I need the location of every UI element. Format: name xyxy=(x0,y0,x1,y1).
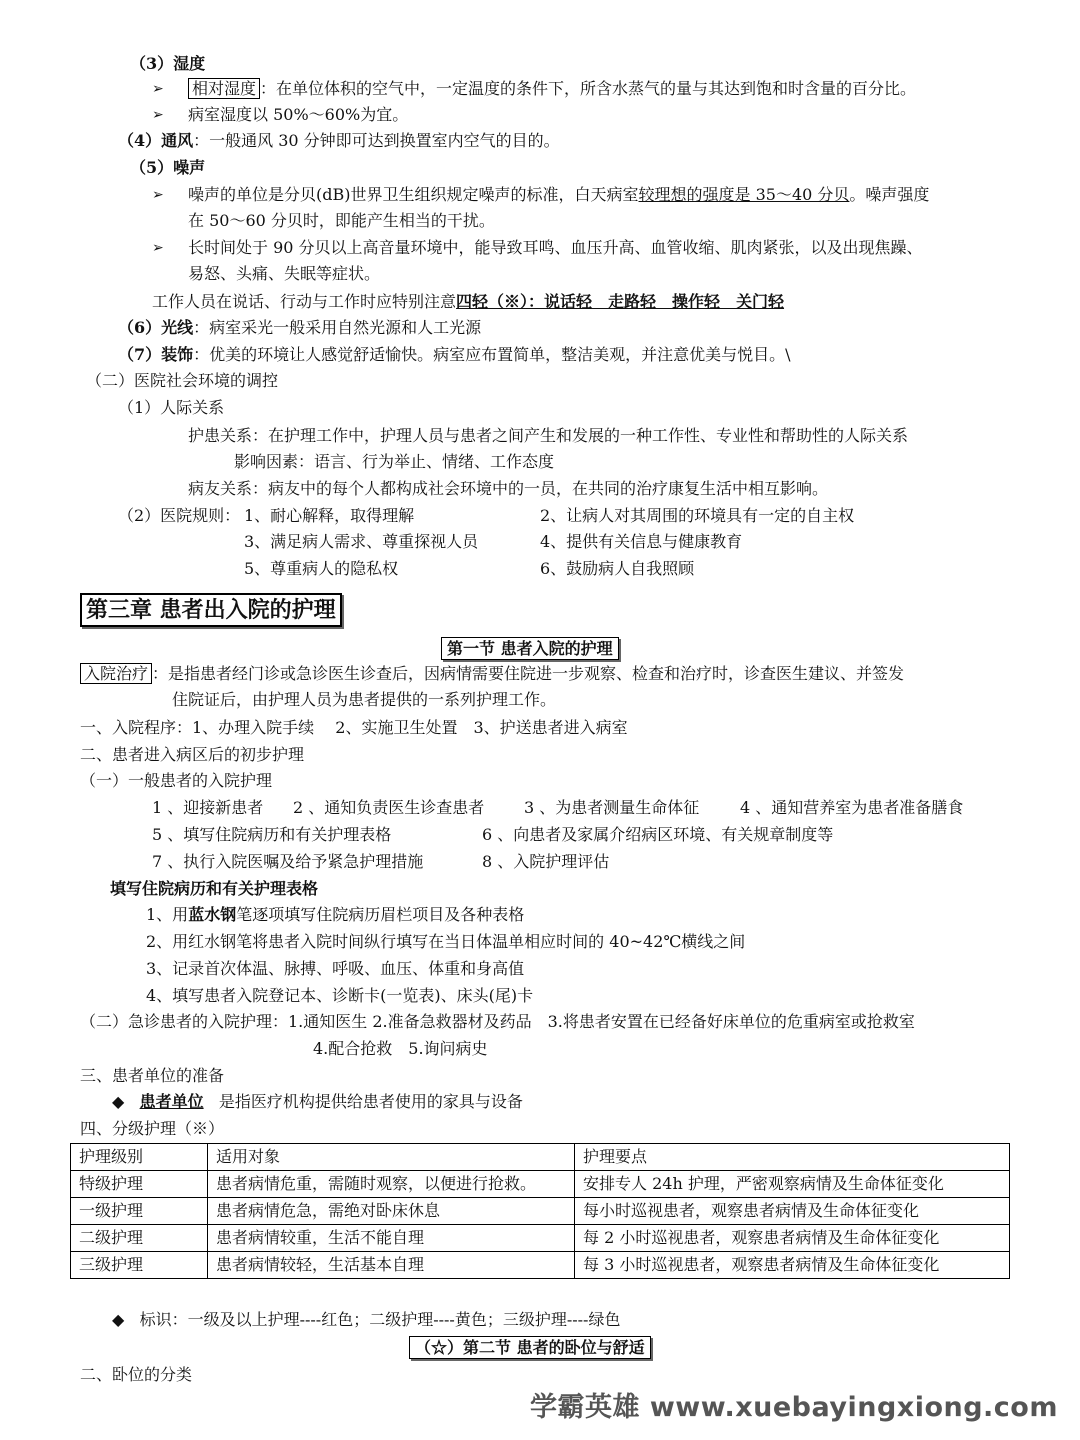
decor-line xyxy=(118,345,791,364)
admission-def: ：是指患者经门诊或急诊医生诊查后，因病情需要住院进一步观察、检查和治疗时，诊查医生建议、并签发 xyxy=(152,664,905,683)
noise-heading: （5）噪声 xyxy=(130,158,206,177)
general-item: 4 、通知营养室为患者准备膳食 xyxy=(740,798,964,817)
section-1-title: 第一节 患者入院的护理 xyxy=(441,637,619,660)
record-1-pre: 1、用 xyxy=(146,905,189,924)
nurse-patient-relation: 护患关系：在护理工作中，护理人员与患者之间产生和发展的一种工作性、专业性和帮助性的人际关系 xyxy=(188,426,909,445)
ventilation-line xyxy=(118,131,560,150)
table-cell: 患者病情危急，需绝对卧床休息 xyxy=(208,1198,575,1225)
social-heading: （二）医院社会环境的调控 xyxy=(86,371,279,390)
rule-item: 3、满足病人需求、尊重探视人员 xyxy=(244,532,479,551)
record-step-4: 4、填写患者入院登记本、诊断卡(一览表)、床头(尾)卡 xyxy=(146,986,534,1005)
unit-heading: 三、患者单位的准备 xyxy=(80,1066,225,1085)
bullet-arrow-icon: ➢ xyxy=(152,240,164,256)
record-1-bold: 蓝水钢 xyxy=(188,905,237,924)
table-row xyxy=(71,1198,1010,1225)
bullet-arrow-icon: ➢ xyxy=(152,81,164,97)
table-cell: 一级护理 xyxy=(71,1198,208,1225)
humidity-heading: （3）湿度 xyxy=(130,54,206,73)
site-watermark: 学霸英雄 www.xuebayingxiong.com xyxy=(529,1392,1058,1423)
table-cell: 每 2 小时巡视患者，观察患者病情及生命体征变化 xyxy=(575,1225,1010,1252)
table-cell: 三级护理 xyxy=(71,1252,208,1279)
general-item: 2 、通知负责医生诊查患者 xyxy=(293,798,485,817)
noise-b1-pre: 噪声的单位是分贝(dB)世界卫生组织规定噪声的标准，白天病室 xyxy=(188,185,639,204)
rule-item: 1、耐心解释，取得理解 xyxy=(244,506,415,525)
table-cell: 安排专人 24h 护理，严密观察病情及生命体征变化 xyxy=(575,1171,1010,1198)
rule-item: 6、鼓励病人自我照顾 xyxy=(540,559,695,578)
general-item: 6 、向患者及家属介绍病区环境、有关规章制度等 xyxy=(482,825,834,844)
table-row xyxy=(71,1225,1010,1252)
bullet-arrow-icon: ➢ xyxy=(152,187,164,203)
rules-label: （2）医院规则： xyxy=(118,506,241,525)
relations-heading: （1）人际关系 xyxy=(118,398,225,417)
table-cell: 特级护理 xyxy=(71,1171,208,1198)
table-row xyxy=(71,1171,1010,1198)
admission-term: 入院治疗 xyxy=(80,663,152,684)
bullet-arrow-icon: ➢ xyxy=(152,107,164,123)
record-1-post: 笔逐项填写住院病历眉栏项目及各种表格 xyxy=(236,905,525,924)
table-cell: 患者病情较轻，生活基本自理 xyxy=(208,1252,575,1279)
diamond-bullet-icon: ◆ xyxy=(112,1310,125,1329)
table-header-cell: 护理要点 xyxy=(575,1144,1010,1171)
noise-b1-post: 。噪声强度 xyxy=(849,185,930,204)
general-item: 5 、填写住院病历和有关护理表格 xyxy=(152,825,392,844)
admission-procedure: 一、入院程序：1、办理入院手续 2、实施卫生处置 3、护送患者进入病室 xyxy=(80,718,628,737)
relative-humidity-term: 相对湿度 xyxy=(188,78,260,99)
general-item: 3 、为患者测量生命体征 xyxy=(524,798,700,817)
marking-text: 标识：一级及以上护理----红色；二级护理----黄色；三级护理----绿色 xyxy=(139,1310,621,1329)
record-step-1 xyxy=(146,905,524,924)
noise-bullet-2: 长时间处于 90 分贝以上高音量环境中，能导致耳鸣、血压升高、血管收缩、肌肉紧张，以及出现焦躁、 xyxy=(188,238,923,257)
light-line xyxy=(118,318,481,337)
nursing-grade-table xyxy=(70,1143,1010,1279)
ventilation-text: ：一般通风 30 分钟即可达到换置室内空气的目的。 xyxy=(193,131,560,150)
light-heading: （6）光线 xyxy=(118,318,194,337)
section-2-title: （☆）第二节 患者的卧位与舒适 xyxy=(409,1336,651,1359)
patient-unit-term: 患者单位 xyxy=(139,1092,204,1111)
table-header-cell: 护理级别 xyxy=(71,1144,208,1171)
general-item: 1 、迎接新患者 xyxy=(152,798,264,817)
patient-unit-def xyxy=(112,1092,523,1111)
table-cell: 患者病情危重，需随时观察，以便进行抢救。 xyxy=(208,1171,575,1198)
relative-humidity-def: ：在单位体积的空气中，一定温度的条件下，所含水蒸气的量与其达到饱和时含量的百分比。 xyxy=(260,79,917,98)
table-header-row xyxy=(71,1144,1010,1171)
emergency-admission: （二）急诊患者的入院护理：1.通知医生 2.准备急救器材及药品 3.将患者安置在已经备好床单位的危重病室或抢救室 xyxy=(80,1012,915,1031)
decor-heading: （7）装饰 xyxy=(118,345,194,364)
humidity-definition xyxy=(188,79,916,98)
general-item: 7 、执行入院医嘱及给予紧急护理措施 xyxy=(152,852,424,871)
ventilation-heading: （4）通风 xyxy=(118,131,194,150)
position-classification: 二、卧位的分类 xyxy=(80,1365,193,1384)
noise-b1-underline: 较理想的强度是 35～40 分贝 xyxy=(638,185,850,204)
table-cell: 二级护理 xyxy=(71,1225,208,1252)
general-item: 8 、入院护理评估 xyxy=(482,852,610,871)
record-step-3: 3、记录首次体温、脉搏、呼吸、血压、体重和身高值 xyxy=(146,959,525,978)
admission-definition xyxy=(80,664,904,683)
table-cell: 每 3 小时巡视患者，观察患者病情及生命体征变化 xyxy=(575,1252,1010,1279)
four-light-pre: 工作人员在说话、行动与工作时应特别注意 xyxy=(152,292,457,311)
record-step-2: 2、用红水钢笔将患者入院时间纵行填写在当日体温单相应时间的 40~42℃横线之间 xyxy=(146,932,746,951)
grade-heading: 四、分级护理（※） xyxy=(80,1119,225,1138)
general-admission-heading: （一）一般患者的入院护理 xyxy=(80,771,273,790)
rule-item: 4、提供有关信息与健康教育 xyxy=(540,532,743,551)
four-light-bold: 四轻（※）：说话轻 走路轻 操作轻 关门轻 xyxy=(456,292,785,311)
noise-bullet-2-line2: 易怒、头痛、失眠等症状。 xyxy=(188,264,381,283)
noise-bullet-1-line2: 在 50～60 分贝时，即能产生相当的干扰。 xyxy=(188,211,495,230)
table-cell: 每小时巡视患者，观察患者病情及生命体征变化 xyxy=(575,1198,1010,1225)
patient-unit-text: 是指医疗机构提供给患者使用的家具与设备 xyxy=(218,1092,523,1111)
records-heading: 填写住院病历和有关护理表格 xyxy=(110,879,319,898)
table-cell: 患者病情较重，生活不能自理 xyxy=(208,1225,575,1252)
rule-item: 2、让病人对其周围的环境具有一定的自主权 xyxy=(540,506,855,525)
humidity-note: 病室湿度以 50%～60%为宜。 xyxy=(188,105,409,124)
light-text: ：病室采光一般采用自然光源和人工光源 xyxy=(193,318,482,337)
admission-def-line2: 住院证后，由护理人员为患者提供的一系列护理工作。 xyxy=(172,690,557,709)
patient-patient-relation: 病友关系：病友中的每个人都构成社会环境中的一员，在共同的治疗康复生活中相互影响。 xyxy=(188,479,829,498)
chapter-title: 第三章 患者出入院的护理 xyxy=(80,593,342,627)
table-header-cell: 适用对象 xyxy=(208,1144,575,1171)
noise-bullet-1 xyxy=(188,185,929,204)
influence-factors: 影响因素：语言、行为举止、情绪、工作态度 xyxy=(234,452,555,471)
four-light-rule xyxy=(152,292,784,311)
initial-care-heading: 二、患者进入病区后的初步护理 xyxy=(80,745,305,764)
table-row xyxy=(71,1252,1010,1279)
emergency-admission-line2: 4.配合抢救 5.询问病史 xyxy=(313,1039,488,1058)
decor-text: ：优美的环境让人感觉舒适愉快。病室应布置简单，整洁美观，并注意优美与悦目。\ xyxy=(193,345,791,364)
diamond-bullet-icon: ◆ xyxy=(112,1092,125,1111)
marking-line xyxy=(112,1310,620,1329)
rule-item: 5、尊重病人的隐私权 xyxy=(244,559,399,578)
